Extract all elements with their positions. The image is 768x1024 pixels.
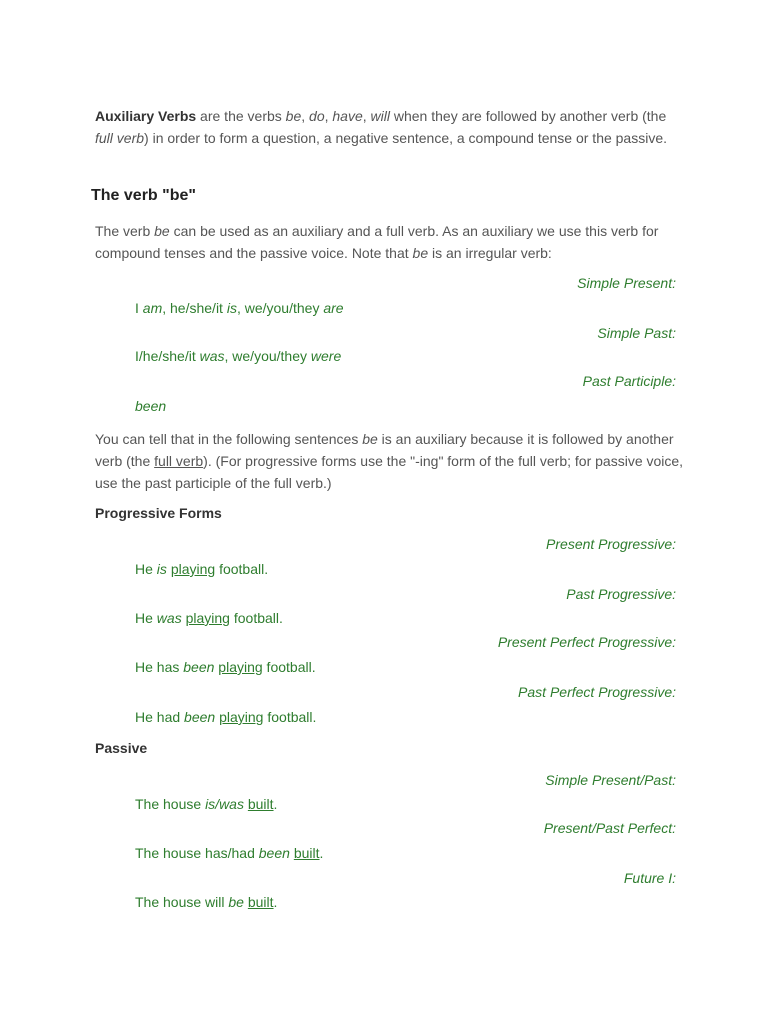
progressive-label: Past Progressive: [566,586,676,602]
passive-example: The house will be built. [135,894,278,910]
progressive-label: Present Progressive: [546,536,676,552]
progressive-label: Past Perfect Progressive: [518,684,676,700]
progressive-label: Present Perfect Progressive: [497,634,676,650]
passive-example: The house is/was built. [135,796,278,812]
form-label: Simple Present: [577,275,676,291]
progressive-example: He has been playing football. [135,659,316,675]
passive-label: Simple Present/Past: [545,772,676,788]
form-label: Simple Past: [597,325,676,341]
passive-example: The house has/had been built. [135,845,324,861]
form-example: been [135,398,167,414]
auxiliary-explanation-paragraph: You can tell that in the following sentences be is an auxiliary because it is followed by another verb (the full verb). (For progressive forms use the "-ing" form of the full verb; for passive voice, use the past participle of the full verb.) [95,431,684,491]
passive-label: Future I: [623,870,676,886]
form-example: I/he/she/it was, we/you/they were [135,348,342,364]
progressive-example: He was playing football. [135,610,283,626]
form-label: Past Participle: [582,373,676,389]
progressive-example: He is playing football. [135,561,269,577]
progressive-example: He had been playing football. [135,709,317,725]
progressive-forms-heading: Progressive Forms [95,505,222,521]
section-heading-be: The verb "be" [91,187,196,204]
be-paragraph: The verb be can be used as an auxiliary and a full verb. As an auxiliary we use this verb for compound tenses and the passive voice. Note that be is an irregular verb: [95,223,659,261]
full-verb-link: full verb [154,453,204,469]
passive-heading: Passive [95,740,148,756]
passive-label: Present/Past Perfect: [543,820,676,836]
term-auxiliary-verbs: Auxiliary Verbs [95,108,197,124]
form-example: I am, he/she/it is, we/you/they are [135,300,344,316]
intro-paragraph: Auxiliary Verbs are the verbs be, do, have, will when they are followed by another verb (the full verb) in order to form a question, a negative sentence, a compound tense or the passive. [95,108,668,146]
